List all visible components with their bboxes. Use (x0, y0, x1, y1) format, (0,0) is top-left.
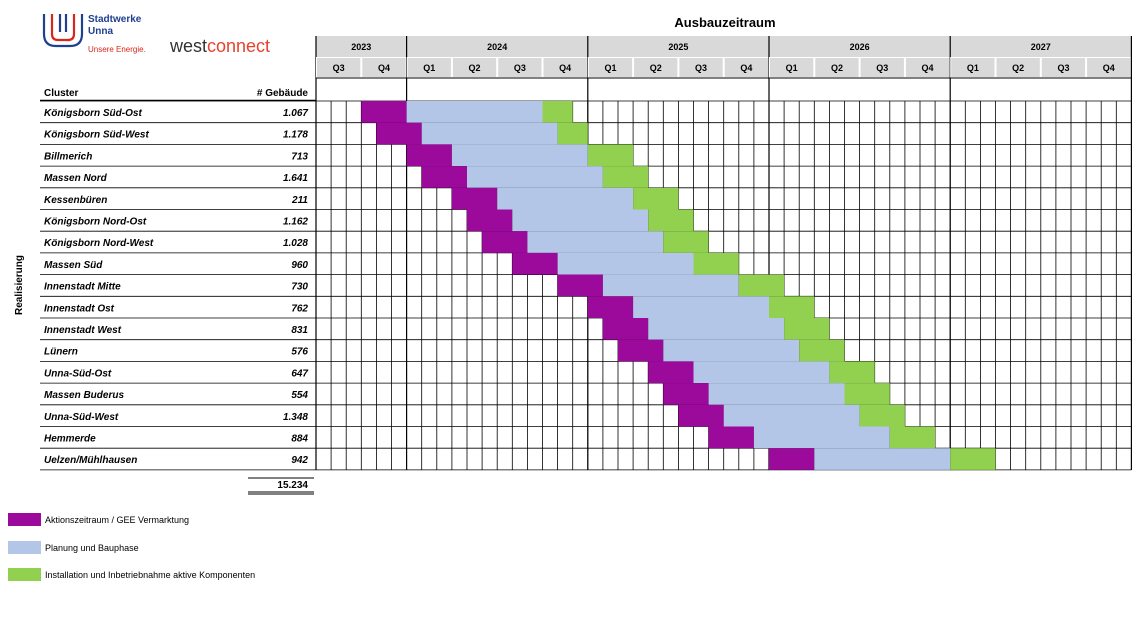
bar-planung (512, 210, 648, 232)
bar-installation (950, 448, 995, 470)
cluster-name: Innenstadt Mitte (44, 281, 121, 293)
stadtwerke-emblem-icon (44, 14, 82, 46)
bar-aktion (407, 144, 452, 166)
bar-installation (694, 253, 739, 275)
cluster-name: Königsborn Nord-Ost (44, 216, 147, 228)
building-count: 1.067 (282, 108, 308, 119)
quarter-label: Q1 (785, 63, 798, 73)
bar-installation (603, 166, 648, 188)
legend-item-installation (8, 568, 255, 581)
svg-text:westconnect (169, 36, 270, 56)
building-count: 713 (291, 151, 308, 163)
total-group (248, 478, 314, 494)
bar-planung (603, 275, 739, 297)
bar-planung (407, 101, 543, 123)
quarter-label: Q2 (468, 63, 481, 73)
cluster-name: Unna-Süd-Ost (44, 368, 112, 380)
quarter-label: Q4 (921, 63, 934, 73)
bar-planung (633, 296, 769, 318)
building-count: 884 (291, 433, 308, 445)
building-count: 576 (291, 346, 308, 358)
cluster-name: Billmerich (44, 151, 93, 163)
bar-aktion (512, 253, 557, 275)
bar-aktion (769, 448, 814, 470)
year-label: 2024 (487, 42, 508, 52)
bar-installation (663, 231, 708, 253)
bar-installation (633, 188, 678, 210)
cluster-name: Lünern (44, 346, 78, 358)
bar-aktion (422, 166, 467, 188)
bar-aktion (558, 275, 603, 297)
cluster-name: Unna-Süd-West (44, 411, 119, 423)
building-count: 211 (292, 194, 308, 206)
year-label: 2027 (1030, 42, 1051, 52)
table-row (44, 405, 905, 427)
y-axis-label: Realisierung (14, 254, 25, 316)
building-count: 942 (291, 455, 308, 467)
bar-planung (648, 318, 784, 340)
table-row (44, 275, 784, 297)
table-row (44, 340, 845, 362)
year-label: 2023 (351, 42, 372, 52)
bar-planung (663, 340, 799, 362)
bar-installation (829, 361, 874, 383)
table-row (44, 101, 573, 123)
quarter-label: Q1 (604, 63, 617, 73)
quarter-label: Q3 (695, 63, 708, 73)
bar-planung (497, 188, 633, 210)
chart-title: Ausbauzeitraum (674, 15, 776, 30)
cluster-name: Hemmerde (44, 433, 96, 445)
cluster-name: Massen Buderus (44, 390, 125, 402)
stadtwerke-tagline: Unsere Energie. (88, 45, 146, 54)
bar-aktion (709, 427, 754, 449)
table-row (44, 361, 875, 383)
bar-planung (558, 253, 694, 275)
quarter-label: Q4 (1102, 63, 1115, 73)
quarter-label: Q4 (740, 63, 753, 73)
bar-installation (799, 340, 844, 362)
bar-aktion (648, 361, 693, 383)
building-count: 730 (291, 281, 308, 293)
table-row (44, 210, 694, 232)
cluster-name: Innenstadt West (44, 325, 122, 336)
bar-aktion (678, 405, 723, 427)
legend-label: Aktionszeitraum / GEE Vermarktung (45, 515, 190, 525)
cluster-name: Massen Süd (44, 259, 103, 271)
year-label: 2025 (668, 42, 689, 52)
bar-aktion (361, 101, 406, 123)
year-label: 2026 (849, 42, 870, 52)
table-row (44, 427, 935, 449)
westconnect-logo (169, 36, 270, 56)
bar-planung (754, 427, 890, 449)
legend-item-aktion (8, 513, 189, 526)
legend-swatch (8, 568, 41, 581)
stadtwerke-logo (44, 14, 146, 54)
bar-planung (527, 231, 663, 253)
cluster-name: Massen Nord (44, 173, 107, 185)
legend-swatch (8, 541, 41, 554)
bar-installation (648, 210, 693, 232)
quarter-label: Q3 (513, 63, 526, 73)
quarter-label: Q1 (423, 63, 436, 73)
legend-label: Installation und Inbetriebnahme aktive Komponenten (45, 570, 256, 580)
cluster-name: Königsborn Nord-West (44, 238, 154, 250)
cluster-name: Kessenbüren (44, 194, 108, 206)
bar-planung (724, 405, 860, 427)
bar-planung (422, 123, 558, 145)
bar-installation (558, 123, 588, 145)
cluster-name: Königsborn Süd-West (44, 129, 149, 141)
legend (8, 513, 255, 581)
quarter-label: Q4 (559, 63, 572, 73)
bar-installation (739, 275, 784, 297)
bar-installation (588, 144, 633, 166)
cluster-name: Innenstadt Ost (44, 303, 115, 315)
westconnect-part2: connect (207, 36, 271, 56)
building-count: 960 (291, 259, 308, 271)
westconnect-part1: west (170, 36, 208, 56)
bar-aktion (663, 383, 708, 405)
bar-planung (694, 361, 830, 383)
bar-aktion (618, 340, 663, 362)
legend-item-planung (8, 541, 139, 554)
bar-planung (452, 144, 588, 166)
building-count: 831 (291, 325, 308, 336)
building-count: 1.641 (282, 173, 308, 185)
cluster-rows (44, 101, 996, 470)
quarter-label: Q2 (830, 63, 843, 73)
building-count: 1.178 (282, 129, 308, 141)
bar-aktion (482, 231, 527, 253)
legend-label: Planung und Bauphase (45, 543, 139, 553)
bar-planung (709, 383, 845, 405)
bar-aktion (376, 123, 421, 145)
bar-planung (814, 448, 950, 470)
building-count: 1.348 (282, 411, 308, 423)
bar-planung (467, 166, 603, 188)
bar-installation (890, 427, 935, 449)
quarter-label: Q1 (966, 63, 979, 73)
bar-aktion (467, 210, 512, 232)
stadtwerke-line1: Stadtwerke (88, 14, 142, 25)
quarter-label: Q3 (332, 63, 345, 73)
cluster-name: Königsborn Süd-Ost (44, 108, 142, 119)
table-row (44, 296, 814, 318)
total-value: 15.234 (277, 480, 308, 491)
table-row (44, 448, 996, 470)
cluster-name: Uelzen/Mühlhausen (44, 455, 138, 467)
stadtwerke-line2: Unna (88, 26, 113, 37)
building-count: 1.162 (282, 216, 308, 228)
bar-aktion (603, 318, 648, 340)
table-row (44, 144, 633, 166)
quarter-label: Q3 (876, 63, 889, 73)
cluster-column-header: Cluster (44, 88, 79, 99)
quarter-label: Q4 (377, 63, 390, 73)
bar-installation (860, 405, 905, 427)
building-count: 554 (291, 390, 308, 402)
bar-aktion (588, 296, 633, 318)
quarter-label: Q3 (1057, 63, 1070, 73)
quarter-label: Q2 (1012, 63, 1025, 73)
legend-swatch (8, 513, 41, 526)
bar-installation (845, 383, 890, 405)
bar-installation (769, 296, 814, 318)
quarter-label: Q2 (649, 63, 662, 73)
building-count: 762 (291, 303, 308, 315)
building-count: 647 (291, 368, 308, 380)
bar-installation (543, 101, 573, 123)
count-column-header: # Gebäude (256, 88, 308, 99)
bar-installation (784, 318, 829, 340)
bar-aktion (452, 188, 497, 210)
building-count: 1.028 (282, 238, 308, 250)
